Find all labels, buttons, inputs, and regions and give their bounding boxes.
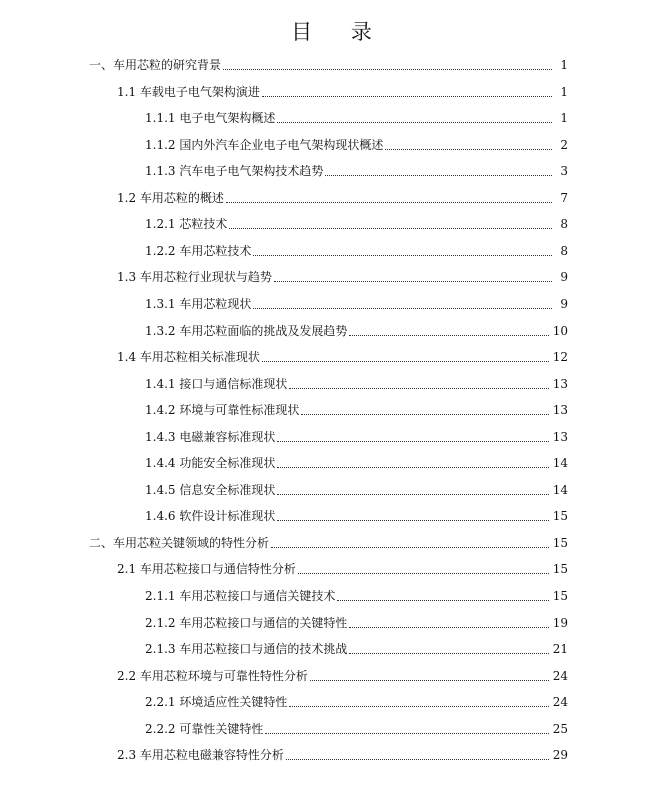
toc-entry[interactable] bbox=[117, 742, 568, 762]
dot-leader bbox=[271, 546, 549, 548]
toc-entry-label: 二、车用芯粒关键领域的特性分析 bbox=[89, 535, 270, 550]
toc-entry-label: 1.3.1 车用芯粒现状 bbox=[145, 296, 252, 311]
toc-entry-page: 15 bbox=[552, 562, 568, 577]
toc-entry[interactable] bbox=[145, 105, 568, 125]
toc-entry[interactable] bbox=[145, 158, 568, 178]
toc-entry-page: 2 bbox=[560, 137, 568, 152]
toc-entry-label: 1.1 车载电子电气架构演进 bbox=[117, 84, 260, 99]
toc-entry-page: 12 bbox=[552, 350, 568, 365]
toc-entry-label: 1.3.2 车用芯粒面临的挑战及发展趋势 bbox=[145, 323, 348, 338]
toc-entry-page: 8 bbox=[560, 243, 568, 258]
toc-entry-page: 15 bbox=[552, 535, 568, 550]
toc-entry[interactable] bbox=[145, 636, 568, 656]
toc-entry-page: 24 bbox=[552, 668, 568, 683]
dot-leader bbox=[310, 679, 549, 681]
toc-entry[interactable] bbox=[145, 371, 568, 391]
toc-entry-page: 13 bbox=[552, 429, 568, 444]
toc-entry-label: 2.1.1 车用芯粒接口与通信关键技术 bbox=[145, 589, 336, 603]
dot-leader bbox=[349, 334, 548, 336]
toc-entry-page: 1 bbox=[560, 58, 568, 72]
toc-entry-page: 14 bbox=[552, 456, 568, 471]
dot-leader bbox=[286, 758, 549, 760]
dot-leader bbox=[253, 254, 552, 256]
dot-leader bbox=[349, 626, 548, 628]
toc-entry[interactable] bbox=[89, 530, 568, 550]
toc-entry[interactable] bbox=[117, 79, 568, 99]
dot-leader bbox=[277, 493, 548, 495]
toc-title: 目 录 bbox=[291, 20, 388, 44]
toc-entry-label: 1.4 车用芯粒相关标准现状 bbox=[117, 350, 260, 365]
toc-entry-label: 1.2.1 芯粒技术 bbox=[145, 217, 228, 232]
toc-entry-label: 一、车用芯粒的研究背景 bbox=[89, 58, 222, 72]
toc-entry-label: 1.1.1 电子电气架构概述 bbox=[145, 111, 276, 126]
toc-entry-page: 14 bbox=[552, 482, 568, 497]
toc-entry-page: 15 bbox=[552, 509, 568, 524]
dot-leader bbox=[277, 440, 548, 442]
toc-entry-label: 2.1 车用芯粒接口与通信特性分析 bbox=[117, 562, 296, 577]
dot-leader bbox=[262, 95, 552, 97]
toc-entry-page: 7 bbox=[560, 190, 568, 205]
toc-entry-page: 13 bbox=[552, 403, 568, 418]
toc-entry-label: 2.3 车用芯粒电磁兼容特性分析 bbox=[117, 748, 284, 763]
dot-leader bbox=[229, 227, 552, 229]
dot-leader bbox=[289, 705, 548, 707]
toc-entry[interactable] bbox=[117, 185, 568, 205]
toc-entry-page: 3 bbox=[560, 164, 568, 179]
toc-entry[interactable] bbox=[117, 556, 568, 576]
toc-entry-page: 1 bbox=[560, 84, 568, 99]
toc-entry[interactable] bbox=[117, 663, 568, 683]
dot-leader bbox=[298, 572, 549, 574]
toc-entry-label: 1.4.2 环境与可靠性标准现状 bbox=[145, 403, 300, 418]
toc-entry[interactable] bbox=[145, 689, 568, 709]
toc-entry-page: 24 bbox=[552, 695, 568, 710]
toc-entry[interactable] bbox=[89, 52, 568, 72]
toc-entry-label: 2.1.3 车用芯粒接口与通信的技术挑战 bbox=[145, 642, 348, 657]
dot-leader bbox=[253, 307, 552, 309]
toc-entry[interactable] bbox=[145, 211, 568, 231]
toc-entry-label: 1.1.3 汽车电子电气架构技术趋势 bbox=[145, 164, 324, 179]
toc-entry-page: 1 bbox=[560, 111, 568, 126]
toc-entry-page: 8 bbox=[560, 217, 568, 232]
toc-entry-label: 1.4.6 软件设计标准现状 bbox=[145, 509, 276, 524]
toc-entry[interactable] bbox=[145, 716, 568, 736]
toc-entry-label: 1.1.2 国内外汽车企业电子电气架构现状概述 bbox=[145, 137, 384, 152]
toc-entry-label: 1.3 车用芯粒行业现状与趋势 bbox=[117, 270, 272, 285]
dot-leader bbox=[325, 174, 552, 176]
toc-entry[interactable] bbox=[145, 583, 568, 603]
toc-entry-label: 1.2 车用芯粒的概述 bbox=[117, 190, 224, 205]
dot-leader bbox=[265, 732, 548, 734]
dot-leader bbox=[277, 466, 548, 468]
dot-leader bbox=[349, 652, 548, 654]
toc-entry-label: 2.1.2 车用芯粒接口与通信的关键特性 bbox=[145, 615, 348, 630]
dot-leader bbox=[337, 599, 548, 601]
dot-leader bbox=[301, 413, 548, 415]
toc-entry-page: 25 bbox=[552, 721, 568, 736]
toc-entry-page: 19 bbox=[552, 615, 568, 630]
dot-leader bbox=[277, 519, 548, 521]
dot-leader bbox=[277, 121, 552, 123]
toc-entry-page: 13 bbox=[552, 376, 568, 391]
toc-entry-label: 2.2.2 可靠性关键特性 bbox=[145, 721, 264, 736]
toc-entry-page: 9 bbox=[560, 296, 568, 311]
toc-entry[interactable] bbox=[117, 344, 568, 364]
toc-entry-label: 1.2.2 车用芯粒技术 bbox=[145, 243, 252, 258]
toc-entry-label: 2.2.1 环境适应性关键特性 bbox=[145, 695, 288, 710]
toc-entry-page: 10 bbox=[552, 323, 568, 338]
toc-entry-label: 1.4.5 信息安全标准现状 bbox=[145, 482, 276, 497]
dot-leader bbox=[289, 387, 548, 389]
toc-entry[interactable] bbox=[145, 238, 568, 258]
toc-entry[interactable] bbox=[145, 477, 568, 497]
toc-entry[interactable] bbox=[145, 397, 568, 417]
toc-entry-page: 15 bbox=[552, 589, 568, 603]
toc-entry[interactable] bbox=[145, 503, 568, 523]
dot-leader bbox=[223, 68, 552, 70]
toc-entry-label: 1.4.4 功能安全标准现状 bbox=[145, 456, 276, 471]
toc-entry[interactable] bbox=[145, 291, 568, 311]
dot-leader bbox=[262, 360, 549, 362]
toc-entry-label: 1.4.3 电磁兼容标准现状 bbox=[145, 429, 276, 444]
toc-entry[interactable] bbox=[145, 424, 568, 444]
toc-entry-label: 1.4.1 接口与通信标准现状 bbox=[145, 376, 288, 391]
dot-leader bbox=[274, 280, 552, 282]
toc-entry-label: 2.2 车用芯粒环境与可靠性特性分析 bbox=[117, 668, 308, 683]
toc-entry-page: 29 bbox=[552, 748, 568, 763]
dot-leader bbox=[385, 148, 552, 150]
toc-entry[interactable] bbox=[117, 264, 568, 284]
toc-entry[interactable] bbox=[145, 132, 568, 152]
toc-entry-page: 9 bbox=[560, 270, 568, 285]
toc-entry-page: 21 bbox=[552, 642, 568, 657]
dot-leader bbox=[226, 201, 552, 203]
toc-entry[interactable] bbox=[145, 318, 568, 338]
toc-entry[interactable] bbox=[145, 610, 568, 630]
toc-entry[interactable] bbox=[145, 450, 568, 470]
